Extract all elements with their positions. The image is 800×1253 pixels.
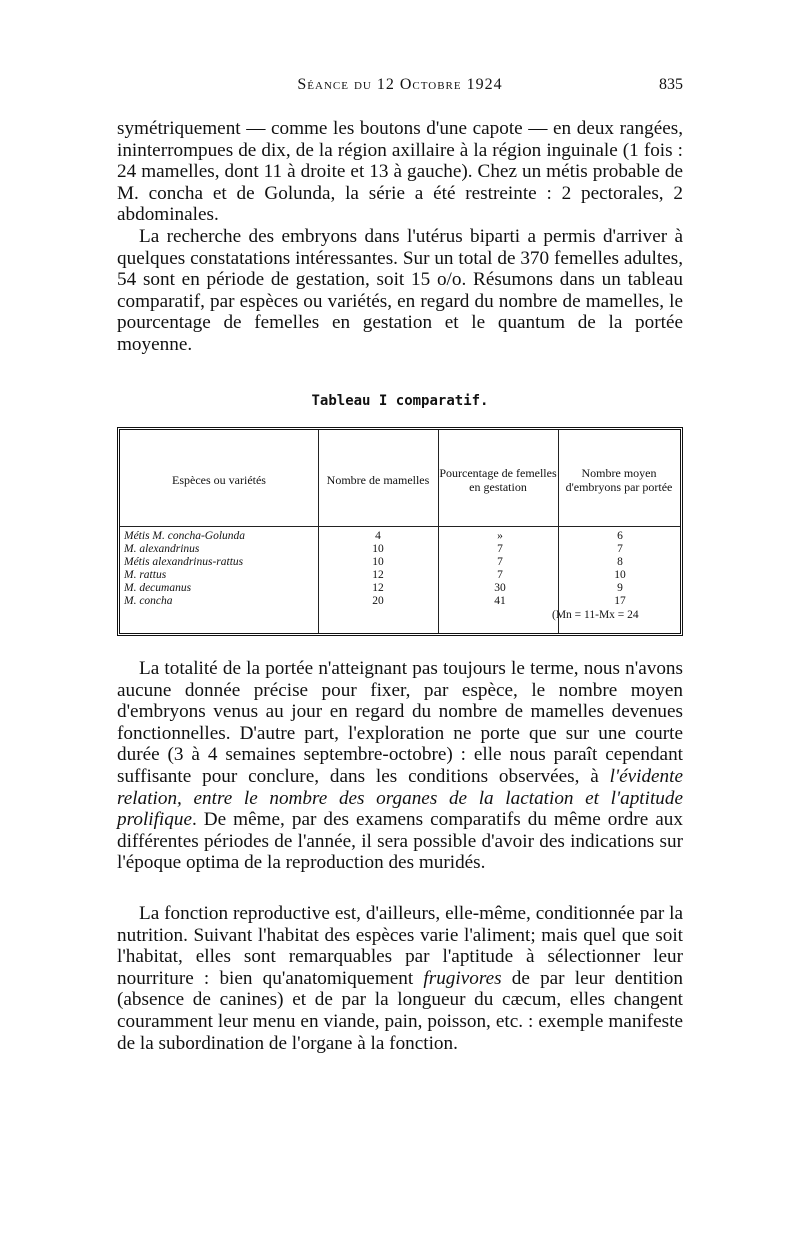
header-embryos: Nombre moyen d'embryons par portée: [565, 466, 673, 494]
row-percent: 7: [497, 543, 503, 555]
row-embryos: 6: [617, 530, 623, 542]
paragraph-2: La recherche des embryons dans l'utérus biparti a permis d'arriver à quelques constatations intéressantes. Sur un total de 370 femelles adultes, 54 sont en période de gestation, soit 15 o/o. Résumons dans un tableau comparatif, par espèces ou variétés, en regard du nombre de mamelles, le pourcentage de femelles en gestation et le quantum de la portée moyenne.: [117, 226, 683, 355]
row-embryos: 8: [617, 556, 623, 568]
header-mammae: Nombre de mamelles: [326, 473, 430, 487]
paragraph-3-text-a: La totalité de la portée n'atteignant pas toujours le terme, nous n'avons aucune donnée précise pour fixer, par espèce, le nombre moyen d'embryons venus au jour en regard du nombre de mamelles devenues fonctionnelles. D'autre part, l'exploration ne porte que sur une courte durée (3 à 4 semaines septembre-octobre) : elle nous paraît cependant suffisante pour conclure, dans les conditions observées, à: [117, 658, 683, 787]
paragraph-4-text-a: La fonction reproductive est, d'ailleurs, elle-même, conditionnée par la nutrition. Suivant l'habitat des espèces varie l'aliment; mais quel que soit l'habitat, elles sont remarquables par l'aptitude à sélectionner leur nourriture : bien qu'anatomiquement: [117, 903, 683, 989]
table-row: [120, 556, 680, 569]
row-mammae: 12: [372, 569, 384, 581]
row-species: Métis alexandrinus-rattus: [124, 556, 244, 568]
paragraph-1: symétriquement — comme les boutons d'une capote — en deux rangées, ininterrompues de dix, de la région axillaire à la région inguinale (1 fois : 24 mamelles, dont 11 à droite et 13 à gauche). Chez un métis probable de M. concha et de Golunda, la série a été restreinte : 2 pectorales, 2 abdominales.: [117, 118, 683, 226]
row-mammae: 12: [372, 582, 384, 594]
paragraph-4: [117, 903, 683, 1054]
paragraph-4-emphasis: frugivores: [423, 967, 502, 989]
row-mammae: 4: [375, 530, 381, 542]
row-mammae: 20: [372, 595, 384, 607]
row-percent: 7: [497, 556, 503, 568]
row-species: M. rattus: [124, 569, 167, 581]
table-row: [120, 582, 680, 595]
row-embryos: 7: [617, 543, 623, 555]
running-head: [117, 76, 683, 98]
row-embryos: 9: [617, 582, 623, 594]
table-header-divider: [120, 526, 680, 527]
row-embryos: 10: [614, 569, 626, 581]
row-species: Métis M. concha-Golunda: [124, 530, 246, 542]
row-embryos: 17: [614, 595, 626, 607]
table-row: [120, 530, 680, 543]
row-percent: 30: [494, 582, 506, 594]
paragraph-3: [117, 658, 683, 874]
table-note: (Mn = 11-Mx = 24: [552, 609, 639, 621]
page-number: 835: [659, 76, 683, 93]
row-species: M. decumanus: [124, 582, 192, 594]
table-row: [120, 543, 680, 556]
paragraph-3-text-b: . De même, par des examens comparatifs du même ordre aux différentes périodes de l'année, il sera possible d'avoir des indications sur l'époque optima de la reproduction des muridés.: [117, 809, 683, 874]
comparative-table: [117, 427, 683, 636]
header-species: Espèces ou variétés: [172, 473, 266, 487]
row-species: M. alexandrinus: [124, 543, 200, 555]
paragraph-4-text-b: de par leur dentition (absence de canines) et de par la longueur du cæcum, elles changent couramment leur menu en viande, pain, poisson, etc. : exemple manifeste de la subordination de l'organe à la fonction.: [117, 967, 683, 1054]
table-row: [120, 595, 680, 608]
row-percent: 7: [497, 569, 503, 581]
row-percent: »: [497, 530, 503, 542]
row-mammae: 10: [372, 543, 384, 555]
header-percent: Pourcentage de femelles en gestation: [439, 466, 557, 494]
running-head-title: Séance du 12 Octobre 1924: [297, 76, 503, 93]
row-species: M. concha: [124, 595, 173, 607]
row-percent: 41: [494, 595, 506, 607]
table-caption: Tableau I comparatif.: [311, 393, 489, 409]
table-row: [120, 569, 680, 582]
row-mammae: 10: [372, 556, 384, 568]
paragraph-3-emphasis: l'évidente relation, entre le nombre des organes de la lactation et l'aptitude prolifique: [117, 765, 683, 831]
